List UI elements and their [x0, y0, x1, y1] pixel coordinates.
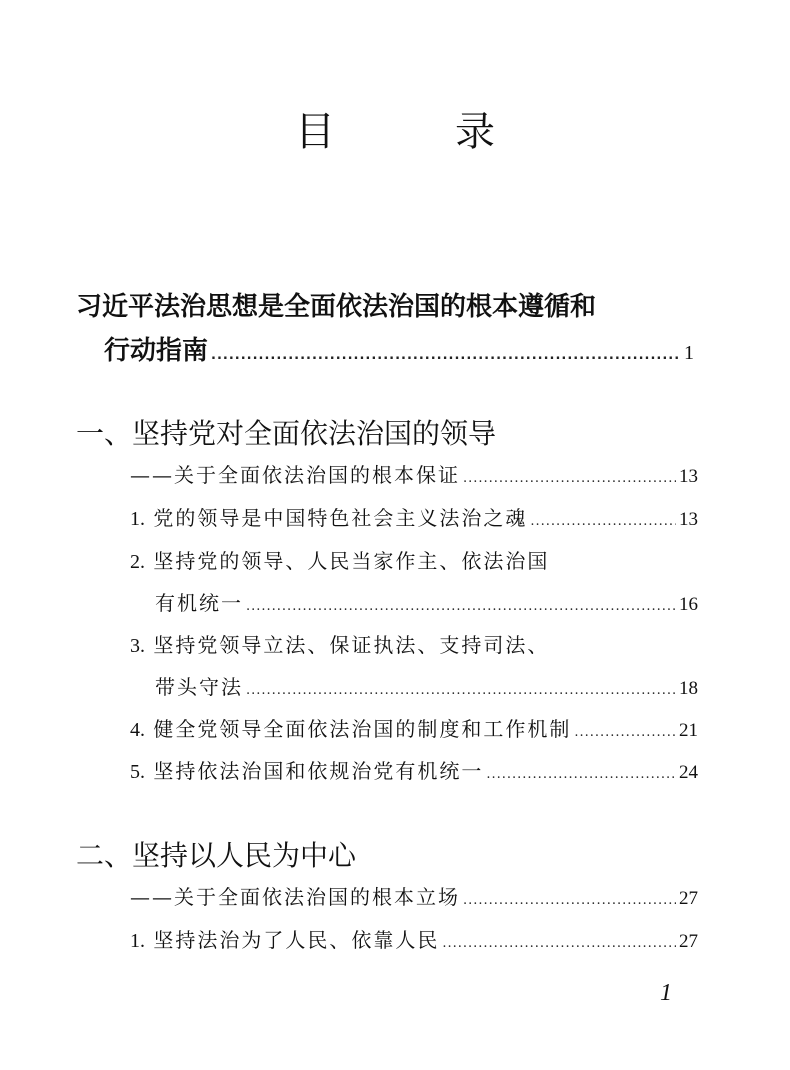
- leader-dots: [246, 594, 676, 620]
- page-number: 1: [684, 342, 694, 364]
- item-text-cont: 有机统一: [155, 591, 243, 615]
- page-number: 13: [679, 509, 698, 530]
- page-number: 21: [679, 720, 698, 741]
- leader-dots: [246, 678, 676, 704]
- page-title: 目 录: [295, 109, 535, 155]
- toc-item-s1-5[interactable]: [130, 758, 698, 788]
- page-number: 27: [679, 888, 698, 909]
- item-number: 5.: [130, 761, 145, 783]
- toc-entry-intro-line1: 习近平法治思想是全面依法治国的根本遵循和: [76, 292, 597, 322]
- leader-dots: [463, 888, 676, 914]
- toc-entry-s2-subtitle[interactable]: [130, 884, 698, 914]
- leader-dots: [486, 762, 676, 788]
- toc-item-s1-3-line1: [130, 632, 549, 659]
- leader-dots: [530, 509, 676, 535]
- item-text: 党的领导是中国特色社会主义法治之魂: [153, 506, 528, 530]
- item-number: 1.: [130, 930, 145, 952]
- toc-item-s1-4[interactable]: [130, 716, 698, 746]
- leader-dots: [442, 931, 676, 957]
- page-number: 27: [679, 931, 698, 952]
- item-text: 健全党领导全面依法治国的制度和工作机制: [153, 717, 572, 741]
- page-number: 13: [679, 466, 698, 487]
- toc-item-s1-2[interactable]: [155, 590, 698, 620]
- toc-item-s1-2-line1: [130, 548, 549, 575]
- item-text: 坚持党的领导、人民当家作主、依法治国: [153, 549, 550, 573]
- leader-dots: [574, 720, 676, 746]
- toc-entry-s1-subtitle[interactable]: [130, 462, 698, 492]
- toc-item-s2-1[interactable]: [130, 927, 698, 957]
- page-number: 16: [679, 594, 698, 615]
- item-text: 坚持党领导立法、保证执法、支持司法、: [153, 633, 550, 657]
- item-text: 坚持法治为了人民、依靠人民: [153, 928, 440, 952]
- item-text: 坚持依法治国和依规治党有机统一: [153, 759, 484, 783]
- page-number: 18: [679, 678, 698, 699]
- item-number: 2.: [130, 551, 145, 573]
- leader-dots: [211, 341, 681, 371]
- page-number: 24: [679, 762, 698, 783]
- item-number: 1.: [130, 508, 145, 530]
- leader-dots: [463, 466, 676, 492]
- toc-item-s1-1[interactable]: [130, 505, 698, 535]
- item-number: 4.: [130, 719, 145, 741]
- page-folio-number: 1: [660, 980, 672, 1006]
- section-subtitle: ——关于全面依法治国的根本保证: [130, 463, 460, 487]
- item-number: 3.: [130, 635, 145, 657]
- toc-item-s1-3[interactable]: [155, 674, 698, 704]
- item-text-cont: 带头守法: [155, 675, 243, 699]
- section-heading-2[interactable]: 二、坚持以人民为中心: [76, 839, 357, 872]
- toc-entry-intro[interactable]: [104, 336, 694, 371]
- section-subtitle: ——关于全面依法治国的根本立场: [130, 885, 460, 909]
- section-heading-1[interactable]: 一、坚持党对全面依法治国的领导: [76, 417, 497, 450]
- toc-entry-intro-line2: 行动指南: [104, 336, 209, 366]
